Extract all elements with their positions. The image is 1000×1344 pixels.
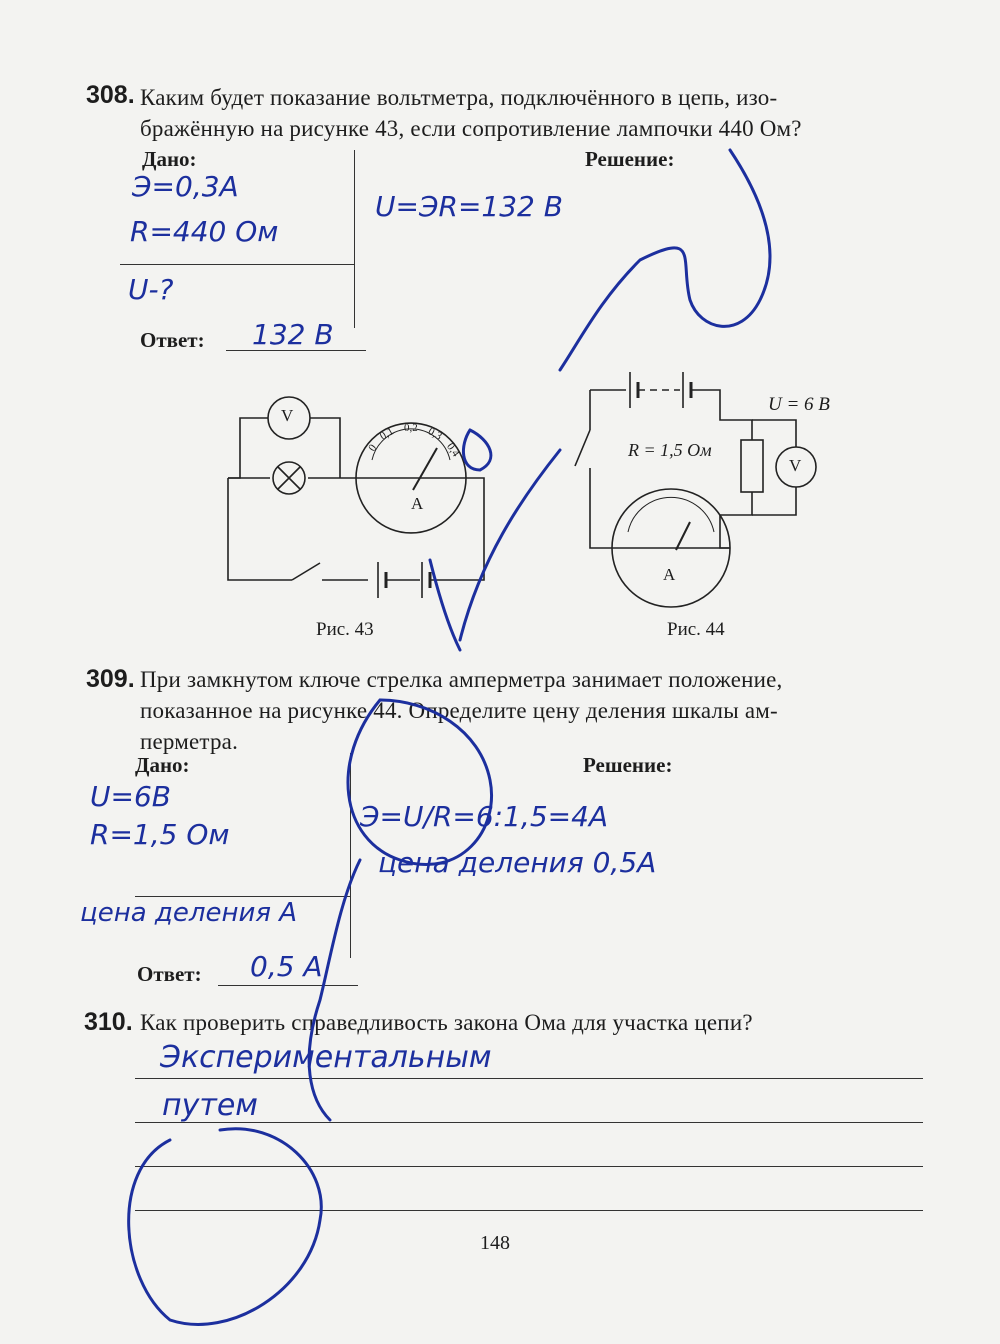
fig43-caption: Рис. 43	[316, 619, 374, 640]
fig43-voltmeter-symbol: V	[281, 406, 294, 425]
hw-solution-309-1: Э=U/R=6:1,5=4А	[360, 800, 609, 833]
fig44-voltage-label: U = 6 В	[768, 394, 830, 415]
page-number: 148	[480, 1232, 510, 1254]
hw-answer-310-1: Экспериментальным	[160, 1040, 492, 1075]
hw-solution-309-2: цена деления 0,5А	[378, 846, 657, 879]
hw-answer-310-2: путем	[162, 1088, 258, 1123]
problem-309-number: 309.	[86, 665, 135, 693]
fig43-scale-2: 0,2	[404, 422, 418, 434]
given-label-308: Дано:	[142, 147, 197, 171]
hw-unknown-309: цена деления А	[80, 898, 298, 928]
hw-given-309-1: U=6В	[90, 780, 171, 813]
fig44-ammeter-symbol: A	[663, 565, 676, 584]
hw-given-309-2: R=1,5 Ом	[90, 818, 230, 851]
hw-given-308-3: U-?	[128, 273, 174, 306]
answer-label-308: Ответ:	[140, 328, 205, 352]
circle-mark	[463, 430, 490, 470]
hw-given-308-1: Э=0,3А	[132, 170, 239, 203]
problem-310-line1: Как проверить справедливость закона Ома для участка цепи?	[140, 1010, 753, 1035]
fig43-scale-0: 0	[366, 442, 380, 454]
fig43-scale-3: 0,3	[425, 425, 444, 443]
problem-308-line2: бражённую на рисунке 43, если сопротивление лампочки 440 Ом?	[140, 116, 802, 141]
problem-309-line1: При замкнутом ключе стрелка амперметра занимает положение,	[140, 667, 783, 692]
problem-308-number: 308.	[86, 81, 135, 109]
solution-label-308: Решение:	[585, 147, 675, 171]
hw-solution-308: U=ЭR=132 В	[375, 190, 563, 223]
hw-answer-308: 132 В	[252, 318, 334, 351]
fig44-resistance-label: R = 1,5 Ом	[628, 440, 712, 460]
fig43-scale-1: 0,1	[377, 425, 396, 443]
problem-309-line2: показанное на рисунке 44. Определите цену деления шкалы ам-	[140, 698, 778, 723]
fig43-scale-4: 0,4	[444, 440, 462, 460]
problem-309-line3: перметра.	[140, 729, 239, 754]
answer-label-309: Ответ:	[137, 962, 202, 986]
problem-308-line1: Каким будет показание вольтметра, подключённого в цепь, изо-	[140, 85, 778, 110]
hw-answer-309: 0,5 А	[250, 950, 323, 983]
fig43-ammeter-symbol: A	[411, 494, 424, 513]
hw-given-308-2: R=440 Ом	[130, 215, 279, 248]
given-label-309: Дано:	[135, 753, 190, 777]
solution-label-309: Решение:	[583, 753, 673, 777]
fig44-caption: Рис. 44	[667, 619, 725, 640]
fig44-voltmeter-symbol: V	[789, 456, 802, 475]
problem-310-number: 310.	[84, 1008, 133, 1036]
